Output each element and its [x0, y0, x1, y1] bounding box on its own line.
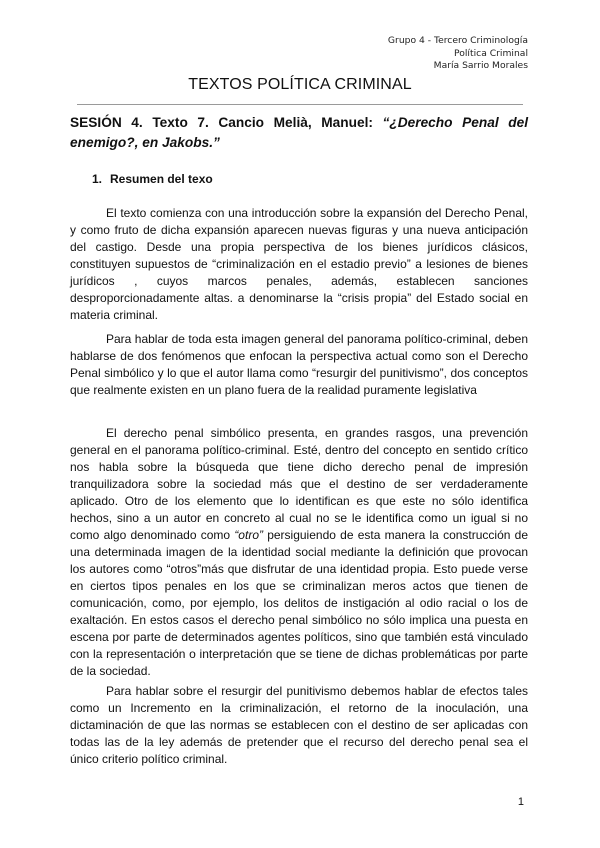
paragraph-3 [70, 425, 528, 680]
paragraph-2 [70, 331, 528, 399]
paragraph-text: Para hablar de toda esta imagen general del panorama político-criminal, deben hablarse de dos fenómenos que enfocan la perspectiva actual como son el Derecho Penal simbólico y lo que el autor llama como “resurgir del punitivismo”, dos conceptos que realmente existen en un plano fuera de la realidad puramente legislativa [70, 332, 528, 397]
paragraph-3-emphasis: “otro” [234, 528, 263, 542]
session-work-title: “¿Derecho Penal del enemigo?, en Jakobs.” [70, 115, 528, 150]
paragraph-1 [70, 205, 528, 324]
page-number: 1 [517, 796, 524, 808]
paragraph-text [70, 425, 528, 680]
paragraph-4 [70, 683, 528, 768]
paragraph-text: El texto comienza con una introducción sobre la expansión del Derecho Penal, y como fruto de dicha expansión aparecen nuevas figuras y una nueva anticipación del castigo. Desde una propia perspectiva de los bienes jurídicos clásicos, constituyen supuestos de “criminalización en el estadio previo” a lesiones de bienes jurídicos , cuyos marcos penales, además, establecen sanciones desproporcionadamente altas. a denominarse la “crisis propia” del Estado social en materia criminal. [70, 206, 528, 322]
paragraph-3-part-c: persiguiendo de esta manera la construcción de una determinada imagen de la identidad social mediante la definición que provocan los autores como “otros”más que disfrutar de una identidad propia. Esto puede verse en ciertos tipos penales en los que se criminalizan meros actos que tienen de comunicación, como, por ejemplo, los delitos de instigación al odio racial o los de exaltación. En estos casos el derecho penal simbólico no sólo implica una puesta en escena por parte de determinados agentes políticos, sino que también está vinculado con la representación o interpretación que se tiene de dichas problemáticas por parte de la sociedad. [70, 528, 529, 678]
document-title: TEXTOS POLÍTICA CRIMINAL [188, 76, 412, 93]
session-prefix: SESIÓN 4. Texto 7. Cancio Melià, Manuel: [70, 115, 383, 130]
title-divider [77, 104, 523, 105]
section-number: 1. [92, 172, 103, 186]
section-title: Resumen del texo [110, 172, 213, 186]
header-author-line: María Sarrio Morales [433, 60, 528, 72]
header-subject-line: Política Criminal [454, 47, 528, 59]
paragraph-3-part-a: El derecho penal simbólico presenta, en grandes rasgos, una prevención general en el panorama político-criminal. Esté, dentro del concepto en sentido crítico nos habla sobre la búsqueda que tiene dicho derecho penal de impresión tranquilizadora sobre la sociedad más que el destino de ser verdaderamente aplicado. Otro de los elemento que lo identifican es que este no sólo identifica hechos, sino a un autor en concreto al cual no se le identifica como un igual si no como algo denominado como [70, 426, 528, 542]
paragraph-text: Para hablar sobre el resurgir del punitivismo debemos hablar de efectos tales como un Incremento en la criminalización, el retorno de la inoculación, una dictaminación de que las normas se establecen con el destino de ser aplicadas con todas las de la ley además de pretender que el recurso del derecho penal sea el único criterio político criminal. [70, 684, 528, 766]
section-heading [92, 172, 213, 186]
header-meta [388, 35, 528, 73]
session-heading [70, 113, 528, 153]
header-group-line: Grupo 4 - Tercero Criminología [387, 35, 528, 46]
